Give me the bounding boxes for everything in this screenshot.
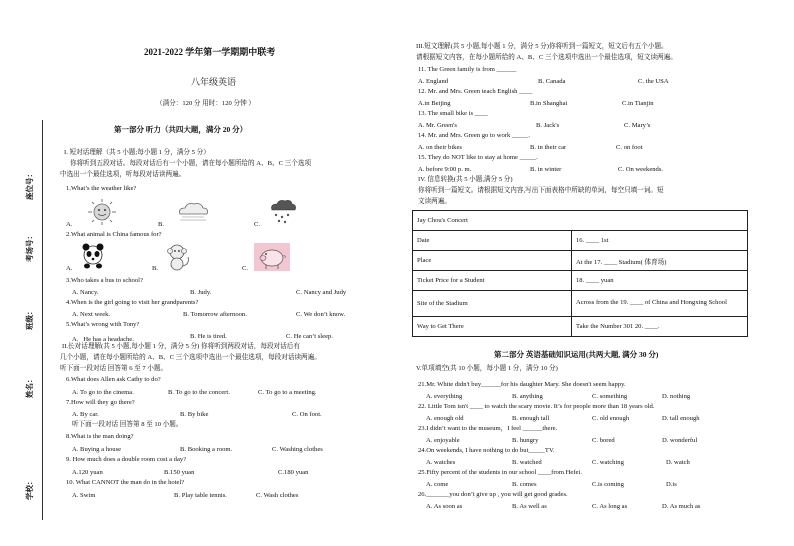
q21-option-c: C. something — [592, 393, 628, 400]
q15-option-a: A. before 9:00 p. m. — [418, 166, 472, 173]
q26-option-b: B. As well as — [512, 503, 547, 510]
q9-option-a: A.120 yuan — [72, 469, 103, 476]
panda-icon — [78, 242, 108, 270]
sun-icon — [84, 198, 120, 226]
table-row — [413, 251, 748, 271]
q12-option-a: A.in Beijing — [418, 100, 451, 107]
question-26: 26._______you don’t give up , you will get good grades. — [418, 491, 568, 498]
class-label: 班级： — [25, 307, 34, 330]
section1-title: I. 短对话理解（共 5 小题;每小题 1 分，满分 5 分） — [64, 149, 210, 156]
question-5: 5.What’s wrong with Tony? — [66, 321, 140, 328]
q3-option-a: A. Nancy. — [72, 289, 99, 296]
q26-option-c: C. As long as — [592, 503, 628, 510]
school-label: 学校： — [25, 477, 34, 500]
q10-option-c: C. Wash clothes — [256, 492, 299, 499]
section2-dialog1-note: 听下面一段对话 回答第 6 至 7 小题。 — [60, 365, 168, 372]
question-7: 7.How will they go there? — [66, 399, 135, 406]
q23-option-b: B. hungry — [512, 437, 539, 444]
question-2: 2.What animal is China famous for? — [66, 231, 162, 238]
question-13: 13. The small bike is ____ — [418, 110, 488, 117]
q24-option-c: C. watching — [592, 459, 624, 466]
q8-option-c: C. Washing clothes — [272, 446, 323, 453]
table-cell-label: Way to Get There — [413, 317, 572, 337]
q24-option-b: B. watched — [512, 459, 542, 466]
table-cell-label: Site of the Stadium — [413, 291, 572, 317]
q4-option-b: B. Tomorrow afternoon. — [183, 311, 247, 318]
q21-option-d: D. nothing — [662, 393, 691, 400]
name-label: 姓名： — [25, 375, 34, 398]
question-21: 21.Mr. White didn't buy______for his daughter Mary. She doesn't seem happy. — [418, 381, 626, 388]
q12-option-c: C.in Tianjin — [622, 100, 654, 107]
question-6: 6.What does Allen ask Cathy to do? — [66, 376, 161, 383]
q1-option-a-letter: A. — [66, 221, 73, 228]
q23-option-a: A. enjoyable — [426, 437, 460, 444]
q14-option-c: C. on foot — [616, 144, 643, 151]
q1-option-c-letter: C. — [254, 221, 261, 228]
q22-option-a: A. enough old — [426, 415, 464, 422]
q26-option-a: A. As soon as — [426, 503, 463, 510]
table-cell-value: At the 17. ____ Stadium( 体育场) — [572, 251, 748, 271]
section2-dialog2-note: 听下面一段对话 回答第 8 至 10 小题。 — [72, 421, 183, 428]
table-row — [413, 271, 748, 291]
q13-option-c: C. Mary’s — [624, 122, 651, 129]
q2-option-c-letter: C. — [242, 265, 249, 272]
q11-option-c: C. the USA — [638, 78, 669, 85]
question-14: 14. Mr. and Mrs. Green go to work _____. — [418, 132, 531, 139]
q9-option-c: C.180 yuan — [278, 469, 309, 476]
question-25: 25.Fifty percent of the students in our school ____from Hefei. — [418, 469, 582, 476]
monkey-icon — [162, 242, 192, 272]
q26-option-d: D. As much as — [662, 503, 701, 510]
table-cell-value: Across from the 19. ____ of China and Hongxing School — [572, 291, 748, 317]
question-10: 10. What CANNOT the man do in the hotel? — [66, 479, 185, 486]
q6-option-b: B. To go to the concert. — [168, 389, 230, 396]
q2-option-b-letter: B. — [152, 265, 159, 272]
q10-option-a: A. Swim — [72, 492, 96, 499]
q22-option-c: C. old enough — [592, 415, 630, 422]
exam-title: 2021-2022 学年第一学期期中联考 — [144, 47, 276, 57]
q7-option-b: B. By bike — [180, 411, 209, 418]
question-22: 22. Little Tom isn't ____ to watch the scary movie. It’s for people more than 18 years old. — [418, 403, 655, 410]
q15-option-c: C. On weekends. — [618, 166, 664, 173]
binding-sidebar — [0, 0, 50, 546]
table-row — [413, 291, 748, 317]
q5-option-b: B. He is tired. — [190, 333, 227, 340]
seat-no-label: 座位号： — [25, 170, 34, 200]
q11-option-b: B. Canada — [538, 78, 566, 85]
q7-option-a: A. By car. — [72, 411, 99, 418]
q21-option-b: B. anything — [512, 393, 543, 400]
q10-option-b: B. Play table tennis. — [174, 492, 227, 499]
section3-title: III.短文理解(共 5 小题,每小题 1 分，满分 5 分)你将听到一篇短文，短文后有五个小题。 — [416, 43, 668, 50]
q25-option-d: D.is — [666, 481, 677, 488]
q3-option-c: C. Nancy and Judy — [296, 289, 347, 296]
question-15: 15. They do NOT like to stay at home _____. — [418, 154, 538, 161]
q25-option-b: B. comes — [512, 481, 537, 488]
q5-option-c: C. He can’t sleep. — [286, 333, 333, 340]
q6-option-c: C. To go to a meeting. — [258, 389, 317, 396]
question-9: 9. How much does a double room cost a day? — [66, 456, 187, 463]
q7-option-c: C. On foot. — [292, 411, 322, 418]
q5-option-a: A．He has a headache. — [72, 336, 134, 343]
q24-option-a: A. watches — [426, 459, 456, 466]
section4-instruction-2: 文读两遍。 — [418, 198, 451, 205]
q23-option-d: D. wonderful — [662, 437, 698, 444]
question-4: 4.When is the girl going to visit her grandparents? — [66, 299, 199, 306]
binding-line — [42, 120, 43, 520]
q8-option-b: B. Booking a room. — [180, 446, 233, 453]
question-11: 11. The Green family is from ______ — [418, 66, 517, 73]
section2-instruction: 几个小题，请在每小题所给的 A、B、C 三个选项中选出一个最佳选项，每段对话读两遍。 — [60, 354, 321, 361]
right-column — [412, 0, 790, 546]
q25-option-c: C.is coming — [592, 481, 624, 488]
question-24: 24.On weekends, I have nothing to do but_____TV. — [418, 447, 555, 454]
table-row — [413, 231, 748, 251]
q9-option-b: B.150 yuan — [164, 469, 195, 476]
question-23: 23.I didn’t want to the museum，I feel ______there. — [418, 425, 558, 432]
table-cell-value: 18. ____ yuan — [572, 271, 748, 291]
table-header: Jay Chou's Concert — [413, 211, 748, 231]
section5-title: V.单项填空(共 10 小题，每小题 1 分，满分 10 分) — [416, 365, 558, 372]
q3-option-b: B. Judy. — [190, 289, 212, 296]
section4-instruction: 你将听到一篇短文。请根据短文内容,写出下面表格中所缺的单词，每空只填一词。短 — [418, 187, 664, 194]
table-row — [413, 317, 748, 337]
q4-option-c: C. We don’t know. — [296, 311, 346, 318]
rain-cloud-icon — [268, 198, 298, 226]
q14-option-a: A. on their bikes — [418, 144, 462, 151]
q25-option-a: A. come — [426, 481, 449, 488]
left-column — [56, 0, 396, 546]
q8-option-a: A. Buying a house — [72, 446, 122, 453]
section1-instruction-2: 中选出一个最佳选项，听每段对话读两遍。 — [60, 171, 186, 178]
pig-icon — [254, 243, 290, 271]
q22-option-b: B. enough tall — [512, 415, 550, 422]
table-cell-value: Take the Number 301 20. ____. — [572, 317, 748, 337]
table-cell-value: 16. ____ 1st — [572, 231, 748, 251]
q23-option-c: C. bored — [592, 437, 615, 444]
question-1: 1.What’s the weather like? — [66, 185, 137, 192]
exam-meta: （满分：120 分 用时：120 分钟 ） — [156, 100, 255, 107]
question-3: 3.Who takes a bus to school? — [66, 277, 143, 284]
q12-option-b: B.in Shanghai — [530, 100, 568, 107]
q4-option-a: A. Next week. — [72, 311, 111, 318]
q13-option-b: B. Jack's — [536, 122, 560, 129]
exam-no-label: 考场号： — [25, 232, 34, 262]
question-12: 12. Mr. and Mrs. Green teach English ____ — [418, 88, 533, 95]
table-cell-label: Ticket Price for a Student — [413, 271, 572, 291]
section4-title: IV. 信息转换(共 5 小题,满分 5 分) — [418, 176, 513, 183]
q1-option-b-letter: B. — [158, 221, 165, 228]
q15-option-b: B. in winter — [530, 166, 562, 173]
q11-option-a: A. England — [418, 78, 449, 85]
table-cell-label: Date — [413, 231, 572, 251]
q13-option-a: A. Mr. Green's — [418, 122, 457, 129]
part1-heading: 第一部分 听力（共四大题，满分 20 分） — [114, 125, 248, 134]
section1-instruction: 你将听到五段对话。每段对话后有一个小题，请在每小题所给的 A、B、C 三个选项 — [70, 160, 312, 167]
table-cell-label: Place — [413, 251, 572, 271]
q22-option-d: D. tall enough — [662, 415, 700, 422]
section3-instruction: 请根据短文内容，在每小题所给的 A、B、C 三个选项中选出一个最佳选项，短文读两遍。 — [416, 54, 677, 61]
question-8: 8.What is the man doing? — [66, 433, 134, 440]
section2-title: II.长对话理解(共 5 小题,每小题 1 分，满分 5 分) 你将听到两段对话，每段对话后有 — [62, 343, 300, 350]
cloud-icon — [174, 200, 212, 224]
part2-heading: 第二部分 英语基础知识运用(共两大题, 满分 30 分) — [494, 350, 659, 359]
q6-option-a: A. To go to the cinema. — [72, 389, 134, 396]
q2-option-a-letter: A. — [66, 265, 73, 272]
q14-option-b: B. in their car — [530, 144, 567, 151]
q24-option-d: D. watch — [666, 459, 690, 466]
info-table — [412, 210, 748, 337]
q21-option-a: A. everything — [426, 393, 463, 400]
subject-title: 八年级英语 — [191, 77, 237, 87]
